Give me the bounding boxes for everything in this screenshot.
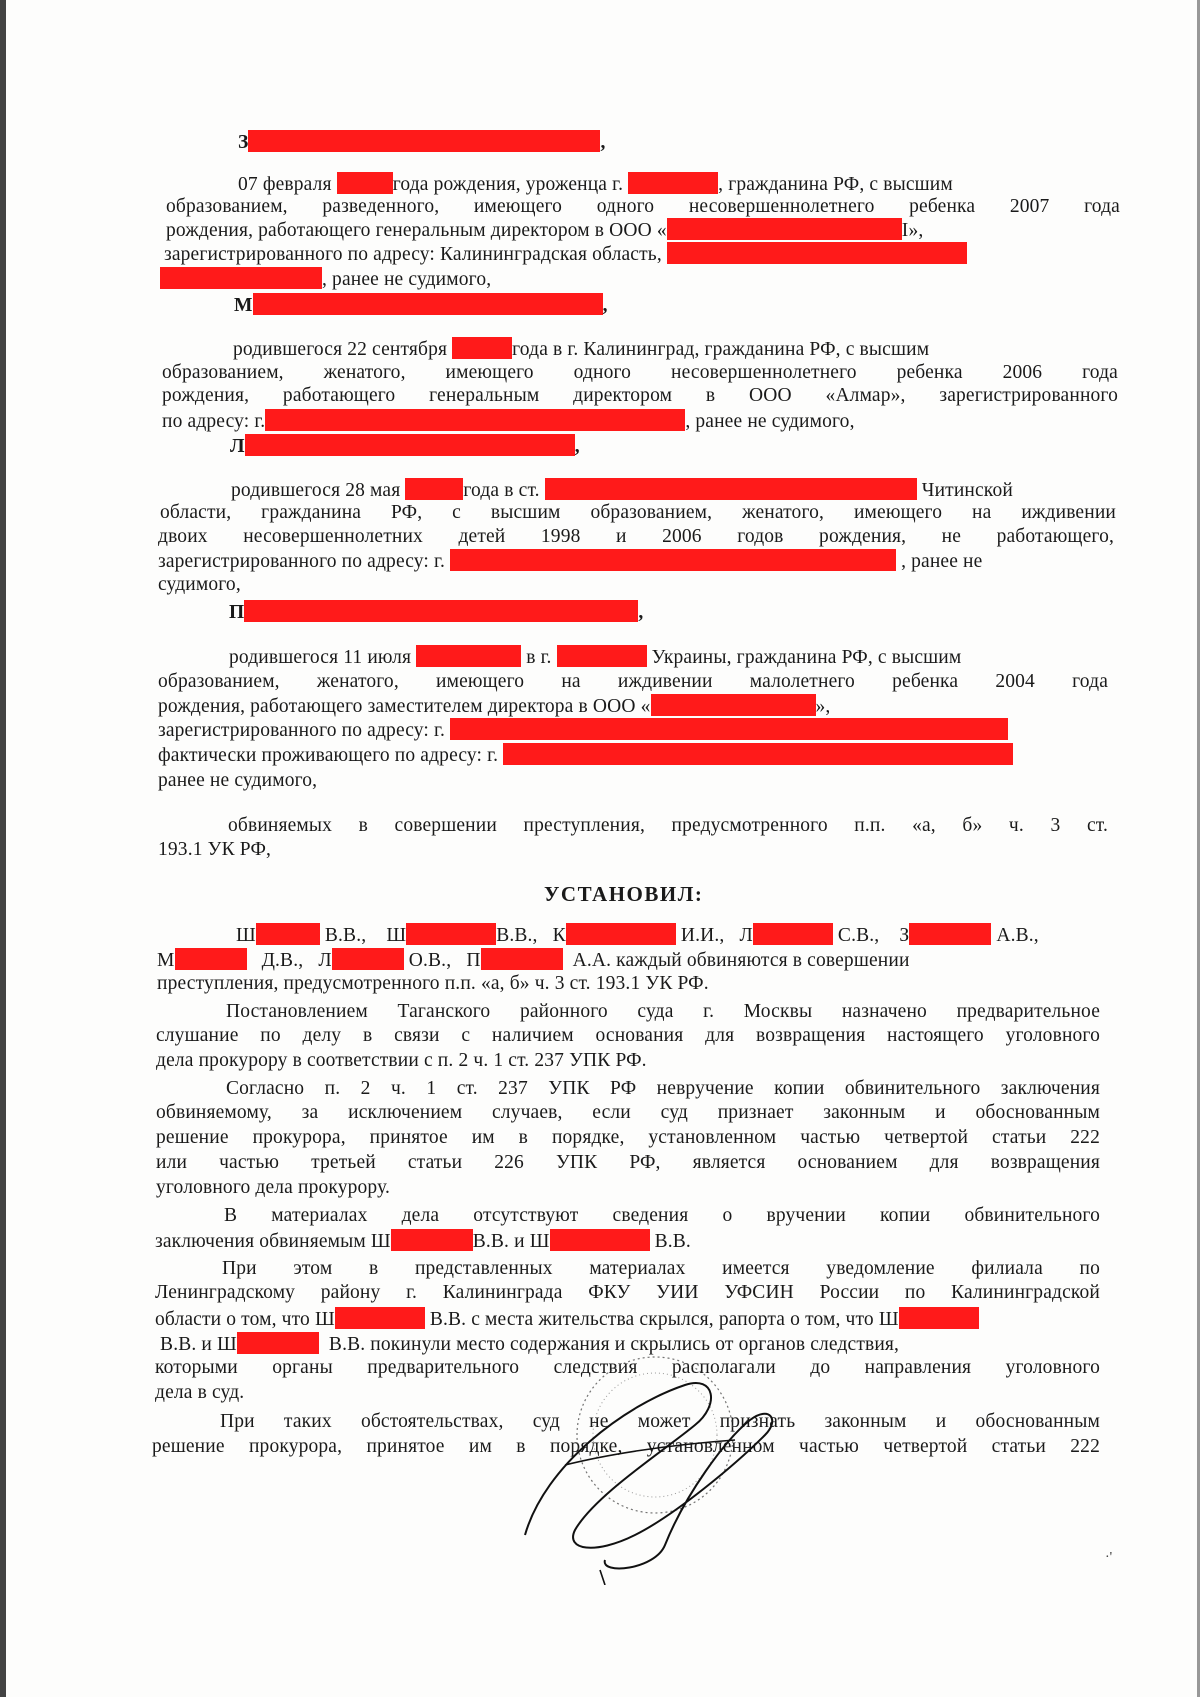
para4-line6: дела в суд. bbox=[155, 1382, 245, 1403]
person3-line5: судимого, bbox=[158, 574, 241, 595]
person2-line4: по адресу: г. , ранее не судимого, bbox=[162, 411, 855, 432]
para3-line1: В материалах дела отсутствуют сведения о вручении копии обвинительного bbox=[224, 1205, 1100, 1226]
person3-name-line: Л , bbox=[230, 436, 580, 457]
person1-line2: образованием, разведенного, имеющего одного несовершеннолетнего ребенка 2007 года bbox=[166, 196, 1120, 217]
person2-name-line: М , bbox=[234, 295, 608, 316]
person1-birth-line: 07 февраля года рождения, уроженца г. , гражданина РФ, с высшим bbox=[238, 174, 953, 195]
person4-line2: образованием, женатого, имеющего на иждивении малолетнего ребенка 2004 года bbox=[158, 671, 1108, 692]
para5-line2: решение прокурора, принятое им в порядке, установленном частью четвертой статьи 222 bbox=[152, 1436, 1100, 1457]
para4-line2: Ленинградскому району г. Калининграда ФКУ УИИ УФСИН России по Калининградской bbox=[155, 1282, 1100, 1303]
person4-line4: зарегистрированного по адресу: г. bbox=[158, 718, 1008, 743]
para1-line3: дела прокурору в соответствии с п. 2 ч. 1 ст. 237 УПК РФ. bbox=[156, 1050, 647, 1071]
person4-name-line: П , bbox=[229, 602, 644, 623]
person2-line3: рождения, работающего генеральным директором в ООО «Алмар», зарегистрированного bbox=[162, 385, 1118, 406]
person1-line4: зарегистрированного по адресу: Калининградская область, bbox=[164, 242, 967, 267]
para1-line1: Постановлением Таганского районного суда г. Москвы назначено предварительное bbox=[226, 1001, 1100, 1022]
para2-line2: обвиняемому, за исключением случаев, если суд признает законным и обоснованным bbox=[156, 1102, 1100, 1123]
person2-line2: образованием, женатого, имеющего одного несовершеннолетнего ребенка 2006 года bbox=[162, 362, 1118, 383]
para2-line5: уголовного дела прокурору. bbox=[156, 1177, 391, 1198]
person2-born-line: родившегося 22 сентября года в г. Калининград, гражданина РФ, с высшим bbox=[233, 339, 930, 360]
para3-line2: заключения обвиняемым Ш В.В. и Ш В.В. bbox=[155, 1231, 691, 1252]
person3-line3: двоих несовершеннолетних детей 1998 и 2006 годов рождения, не работающего, bbox=[158, 526, 1114, 547]
person4-line3: рождения, работающего заместителем директора в ООО « », bbox=[158, 696, 831, 717]
para2-line3: решение прокурора, принятое им в порядке, установленном частью четвертой статьи 222 bbox=[156, 1127, 1100, 1148]
person4-line6: ранее не судимого, bbox=[158, 770, 318, 791]
scan-speck: ·' bbox=[1105, 1550, 1113, 1565]
established-heading: УСТАНОВИЛ: bbox=[544, 882, 704, 906]
charge-line2: 193.1 УК РФ, bbox=[158, 839, 272, 860]
person4-born-line: родившегося 11 июля в г. Украины, гражданина РФ, с высшим bbox=[229, 647, 962, 668]
signature-stamp bbox=[505, 1345, 805, 1585]
person3-born-line: родившегося 28 мая года в ст. Читинской bbox=[231, 480, 1013, 501]
established-names-line2: М Д.В., Л О.В., П А.А. каждый обвиняются в совершении bbox=[157, 950, 910, 971]
established-names-line1: Ш В.В., Ш В.В., К И.И., Л С.В., З А.В., bbox=[236, 925, 1039, 946]
para2-line4: или частью третьей статьи 226 УПК РФ, является основанием для возвращения bbox=[156, 1152, 1100, 1173]
person3-line4: зарегистрированного по адресу: г. , ранее не bbox=[158, 551, 983, 572]
para5-line1: При таких обстоятельствах, суд не может признать законным и обоснованным bbox=[220, 1411, 1100, 1432]
para4-line3: области о том, что Ш В.В. с места жительства скрылся, рапорта о том, что Ш bbox=[155, 1307, 979, 1332]
para4-line1: При этом в представленных материалах имеется уведомление филиала по bbox=[222, 1258, 1100, 1279]
person4-line5: фактически проживающего по адресу: г. bbox=[158, 743, 1013, 768]
para4-line4: В.В. и Ш В.В. покинули место содержания и скрылись от органов следствия, bbox=[160, 1334, 900, 1355]
person3-line2: области, гражданина РФ, с высшим образованием, женатого, имеющего на иждивении bbox=[160, 502, 1116, 523]
person1-line3: рождения, работающего генеральным директором в ООО « I», bbox=[166, 220, 924, 241]
scan-edge-left bbox=[0, 0, 6, 1697]
person1-line5: , ранее не судимого, bbox=[160, 267, 491, 292]
para4-line5: которыми органы предварительного следствия располагали до направления уголовного bbox=[155, 1357, 1100, 1378]
charge-line1: обвиняемых в совершении преступления, предусмотренного п.п. «а, б» ч. 3 ст. bbox=[228, 815, 1108, 836]
para2-line1: Согласно п. 2 ч. 1 ст. 237 УПК РФ невручение копии обвинительного заключения bbox=[226, 1078, 1100, 1099]
person1-name-line: З , bbox=[238, 132, 606, 153]
established-line3: преступления, предусмотренного п.п. «а, б» ч. 3 ст. 193.1 УК РФ. bbox=[157, 973, 709, 994]
para1-line2: слушание по делу в связи с наличием основания для возвращения настоящего уголовного bbox=[156, 1025, 1100, 1046]
